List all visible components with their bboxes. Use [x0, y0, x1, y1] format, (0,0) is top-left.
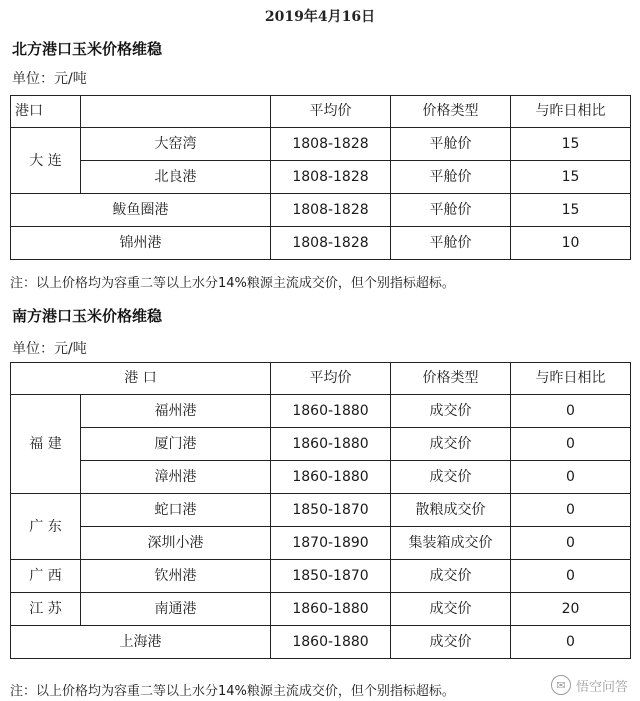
north-footnote: 注：以上价格均为容重二等以上水分14%粮源主流成交价，但个别指标超标。 [10, 276, 455, 291]
price-type: 散粮成交价 [391, 494, 511, 527]
price-type: 平舱价 [391, 161, 511, 194]
table-row [11, 461, 631, 494]
price-change: 10 [511, 227, 631, 260]
port-name: 福州港 [81, 395, 271, 428]
price-type: 成交价 [391, 560, 511, 593]
table-row [11, 626, 631, 659]
port-name: 南通港 [81, 593, 271, 626]
avg-price: 1808-1828 [271, 194, 391, 227]
avg-price: 1808-1828 [271, 161, 391, 194]
table-row [11, 128, 631, 161]
price-type: 成交价 [391, 395, 511, 428]
avg-price: 1860-1880 [271, 461, 391, 494]
south-unit-label: 单位：元/吨 [12, 341, 87, 357]
south-section-title: 南方港口玉米价格维稳 [12, 307, 163, 325]
table-row [11, 593, 631, 626]
avg-price: 1850-1870 [271, 560, 391, 593]
price-type: 平舱价 [391, 128, 511, 161]
table-row [11, 560, 631, 593]
price-change: 0 [511, 626, 631, 659]
price-type: 平舱价 [391, 227, 511, 260]
price-type: 成交价 [391, 593, 511, 626]
group-jiangsu: 江 苏 [11, 593, 81, 626]
price-type: 平舱价 [391, 194, 511, 227]
port-name: 北良港 [81, 161, 271, 194]
port-name: 蛇口港 [81, 494, 271, 527]
watermark [551, 675, 628, 695]
price-change: 0 [511, 395, 631, 428]
header-change: 与昨日相比 [511, 96, 631, 128]
avg-price: 1860-1880 [271, 593, 391, 626]
report-date: 2019年4月16日 [264, 9, 376, 25]
price-change: 15 [511, 128, 631, 161]
watermark-text: 悟空问答 [575, 679, 628, 695]
price-change: 0 [511, 527, 631, 560]
port-name: 上海港 [11, 626, 271, 659]
header-change: 与昨日相比 [511, 363, 631, 395]
header-port: 港口 [11, 96, 81, 128]
table-row [11, 428, 631, 461]
table-row [11, 194, 631, 227]
price-type: 集装箱成交价 [391, 527, 511, 560]
price-type: 成交价 [391, 428, 511, 461]
table-row [11, 494, 631, 527]
port-name: 厦门港 [81, 428, 271, 461]
avg-price: 1860-1880 [271, 395, 391, 428]
avg-price: 1860-1880 [271, 428, 391, 461]
header-avg-price: 平均价 [271, 96, 391, 128]
avg-price: 1808-1828 [271, 128, 391, 161]
table-header-row [11, 96, 631, 128]
price-change: 0 [511, 494, 631, 527]
port-name: 漳州港 [81, 461, 271, 494]
table-row [11, 227, 631, 260]
group-guangxi: 广 西 [11, 560, 81, 593]
north-unit-label: 单位：元/吨 [12, 71, 87, 87]
port-name: 钦州港 [81, 560, 271, 593]
avg-price: 1870-1890 [271, 527, 391, 560]
price-change: 15 [511, 194, 631, 227]
price-change: 15 [511, 161, 631, 194]
north-price-table [10, 95, 631, 260]
price-change: 0 [511, 560, 631, 593]
group-guangdong: 广 东 [11, 494, 81, 560]
port-name: 深圳小港 [81, 527, 271, 560]
port-name: 鲅鱼圈港 [11, 194, 271, 227]
chat-bubble-icon: ✉ [551, 675, 571, 695]
group-dalian: 大 连 [11, 128, 81, 194]
price-change: 0 [511, 461, 631, 494]
avg-price: 1860-1880 [271, 626, 391, 659]
table-row [11, 161, 631, 194]
port-name: 大窑湾 [81, 128, 271, 161]
header-price-type: 价格类型 [391, 96, 511, 128]
table-row [11, 527, 631, 560]
header-port: 港 口 [11, 363, 271, 395]
south-footnote: 注：以上价格均为容重二等以上水分14%粮源主流成交价，但个别指标超标。 [10, 684, 455, 699]
header-avg-price: 平均价 [271, 363, 391, 395]
header-price-type: 价格类型 [391, 363, 511, 395]
north-section-title: 北方港口玉米价格维稳 [12, 40, 163, 58]
south-price-table [10, 362, 631, 659]
price-change: 20 [511, 593, 631, 626]
avg-price: 1850-1870 [271, 494, 391, 527]
group-fujian: 福 建 [11, 395, 81, 494]
price-type: 成交价 [391, 626, 511, 659]
table-row [11, 395, 631, 428]
price-change: 0 [511, 428, 631, 461]
price-type: 成交价 [391, 461, 511, 494]
header-blank [81, 96, 271, 128]
avg-price: 1808-1828 [271, 227, 391, 260]
port-name: 锦州港 [11, 227, 271, 260]
table-header-row [11, 363, 631, 395]
